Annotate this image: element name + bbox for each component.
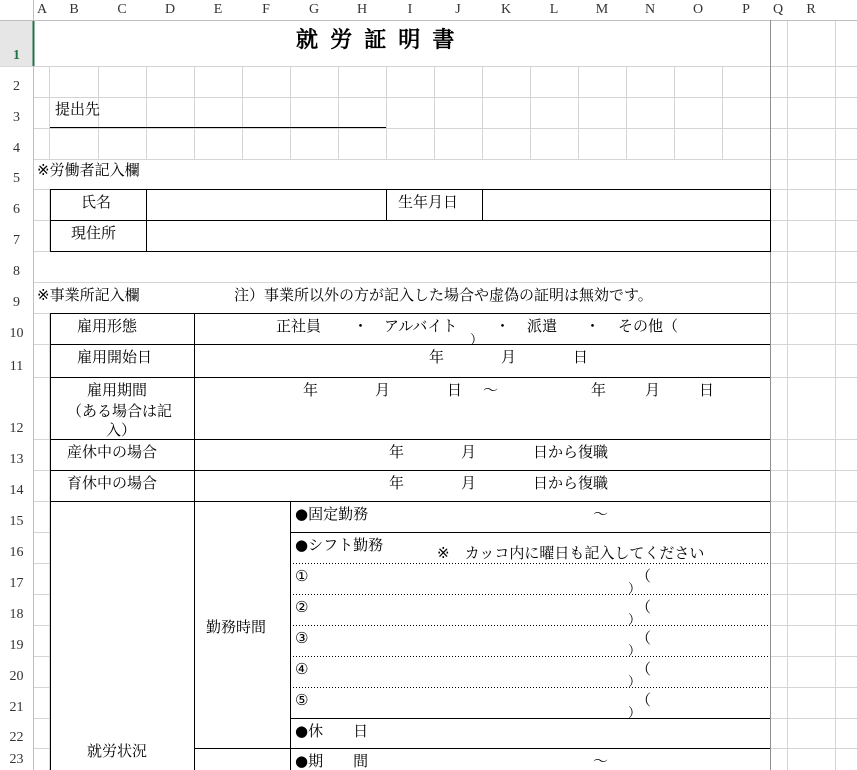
period-end-month-unit: 月 (645, 381, 661, 399)
childcare-month-unit: 月 (461, 474, 477, 492)
column-header-f[interactable]: F (262, 2, 270, 17)
shift-row-number[interactable]: ① (295, 567, 309, 585)
shift-row-number[interactable]: ⑤ (295, 691, 309, 709)
childcare-return-text: 日から復職 (533, 474, 609, 492)
column-header-a[interactable]: A (36, 2, 48, 17)
column-header-o[interactable]: O (692, 2, 704, 17)
name-label[interactable]: 氏名 (81, 193, 112, 211)
shift-row-open-paren: （ (636, 660, 652, 678)
column-header-p[interactable]: P (742, 2, 750, 17)
shift-row-number[interactable]: ② (295, 598, 309, 616)
period-label-line3: 入） (106, 421, 137, 439)
work-period-label[interactable]: ●期 間 (295, 752, 369, 770)
shift-row-close-paren: ） (628, 613, 642, 628)
row-header-9[interactable]: 9 (13, 295, 20, 310)
column-header-d[interactable]: D (164, 2, 176, 17)
row-header-10[interactable]: 10 (9, 326, 24, 341)
option-other[interactable]: その他（ (618, 317, 679, 335)
shift-row-open-paren: （ (636, 629, 652, 647)
holiday-label[interactable]: ●休 日 (295, 722, 369, 740)
option-separator: ・ (353, 317, 369, 335)
row-header-7[interactable]: 7 (13, 233, 20, 248)
shift-schedule-label[interactable]: ●シフト勤務 (295, 536, 384, 554)
address-field[interactable] (147, 221, 770, 251)
shift-row-close-paren: ） (628, 582, 642, 597)
row-header-8[interactable]: 8 (13, 264, 20, 279)
period-start-month-unit: 月 (375, 381, 391, 399)
childcare-year-unit: 年 (389, 474, 405, 492)
shift-row-number[interactable]: ③ (295, 629, 309, 647)
work-hours-label[interactable]: 勤務時間 (206, 618, 267, 636)
start-month-unit: 月 (501, 348, 517, 366)
column-header-m[interactable]: M (595, 2, 609, 17)
column-header-r[interactable]: R (806, 2, 816, 17)
employer-section-heading[interactable]: ※事業所記入欄 (37, 286, 140, 304)
document-title[interactable]: 就労証明書 (296, 28, 467, 53)
submit-to-label[interactable]: 提出先 (55, 100, 101, 118)
row-header-3[interactable]: 3 (13, 110, 20, 125)
column-header-q[interactable]: Q (772, 2, 784, 17)
worker-section-heading[interactable]: ※労働者記入欄 (37, 161, 140, 179)
employment-type-label[interactable]: 雇用形態 (77, 317, 138, 335)
start-day-unit: 日 (573, 348, 589, 366)
row-header-20[interactable]: 20 (9, 669, 24, 684)
option-parttime[interactable]: アルバイト (384, 317, 458, 335)
birthdate-field[interactable] (483, 190, 770, 220)
column-header-i[interactable]: I (407, 2, 413, 17)
option-separator: ・ (495, 317, 511, 335)
period-end-day-unit: 日 (699, 381, 715, 399)
period-label-line2: （ある場合は記 (67, 402, 173, 420)
column-header-k[interactable]: K (500, 2, 512, 17)
row-header-21[interactable]: 21 (9, 700, 24, 715)
work-status-label[interactable]: 就労状況 (87, 742, 148, 760)
option-fulltime[interactable]: 正社員 (276, 317, 322, 335)
shift-note: ※ カッコ内に曜日も記入してください (437, 544, 705, 562)
column-header-g[interactable]: G (308, 2, 320, 17)
fixed-schedule-tilde: ～ (593, 505, 609, 523)
row-header-16[interactable]: 16 (9, 545, 24, 560)
name-field[interactable] (147, 190, 386, 220)
period-end-year-unit: 年 (591, 381, 607, 399)
column-header-n[interactable]: N (644, 2, 656, 17)
row-header-11[interactable]: 11 (9, 359, 24, 374)
option-close-paren: ） (470, 333, 484, 348)
shift-row-open-paren: （ (636, 691, 652, 709)
row-header-1[interactable]: 1 (13, 48, 20, 63)
row-header-22[interactable]: 22 (9, 730, 24, 745)
shift-row-open-paren: （ (636, 598, 652, 616)
row-header-12[interactable]: 12 (9, 421, 24, 436)
option-dispatch[interactable]: 派遣 (527, 317, 558, 335)
column-header-c[interactable]: C (117, 2, 127, 17)
row-header-15[interactable]: 15 (9, 514, 24, 529)
column-header-b[interactable]: B (69, 2, 79, 17)
childcare-leave-label[interactable]: 育休中の場合 (67, 474, 158, 492)
row-header-2[interactable]: 2 (13, 79, 20, 94)
period-start-day-unit: 日 (447, 381, 463, 399)
shift-row-open-paren: （ (636, 567, 652, 585)
column-header-h[interactable]: H (356, 2, 368, 17)
row-header-6[interactable]: 6 (13, 202, 20, 217)
column-header-e[interactable]: E (213, 2, 223, 17)
start-date-label[interactable]: 雇用開始日 (77, 348, 153, 366)
maternity-year-unit: 年 (389, 443, 405, 461)
column-header-j[interactable]: J (455, 2, 461, 17)
address-label[interactable]: 現住所 (71, 224, 117, 242)
row-header-23[interactable]: 23 (9, 752, 24, 767)
start-year-unit: 年 (429, 348, 445, 366)
shift-row-number[interactable]: ④ (295, 660, 309, 678)
row-header-13[interactable]: 13 (9, 452, 24, 467)
fixed-schedule-label[interactable]: ●固定勤務 (295, 505, 369, 523)
maternity-return-text: 日から復職 (533, 443, 609, 461)
row-header-5[interactable]: 5 (13, 171, 20, 186)
period-start-year-unit: 年 (303, 381, 319, 399)
period-label[interactable]: 雇用期間 (87, 381, 148, 399)
birthdate-label[interactable]: 生年月日 (398, 193, 459, 211)
shift-row-close-paren: ） (628, 675, 642, 690)
period-tilde: ～ (483, 381, 499, 399)
row-header-19[interactable]: 19 (9, 638, 24, 653)
row-header-14[interactable]: 14 (9, 483, 24, 498)
row-header-18[interactable]: 18 (9, 607, 24, 622)
maternity-month-unit: 月 (461, 443, 477, 461)
shift-row-close-paren: ） (628, 644, 642, 659)
option-separator: ・ (585, 317, 601, 335)
work-period-tilde: ～ (593, 752, 609, 770)
column-header-l[interactable]: L (549, 2, 559, 17)
maternity-leave-label[interactable]: 産休中の場合 (67, 443, 158, 461)
row-header-17[interactable]: 17 (9, 576, 24, 591)
row-header-4[interactable]: 4 (13, 141, 20, 156)
validity-note[interactable]: 注）事業所以外の方が記入した場合や虚偽の証明は無効です。 (234, 286, 653, 304)
shift-row-close-paren: ） (628, 706, 642, 721)
